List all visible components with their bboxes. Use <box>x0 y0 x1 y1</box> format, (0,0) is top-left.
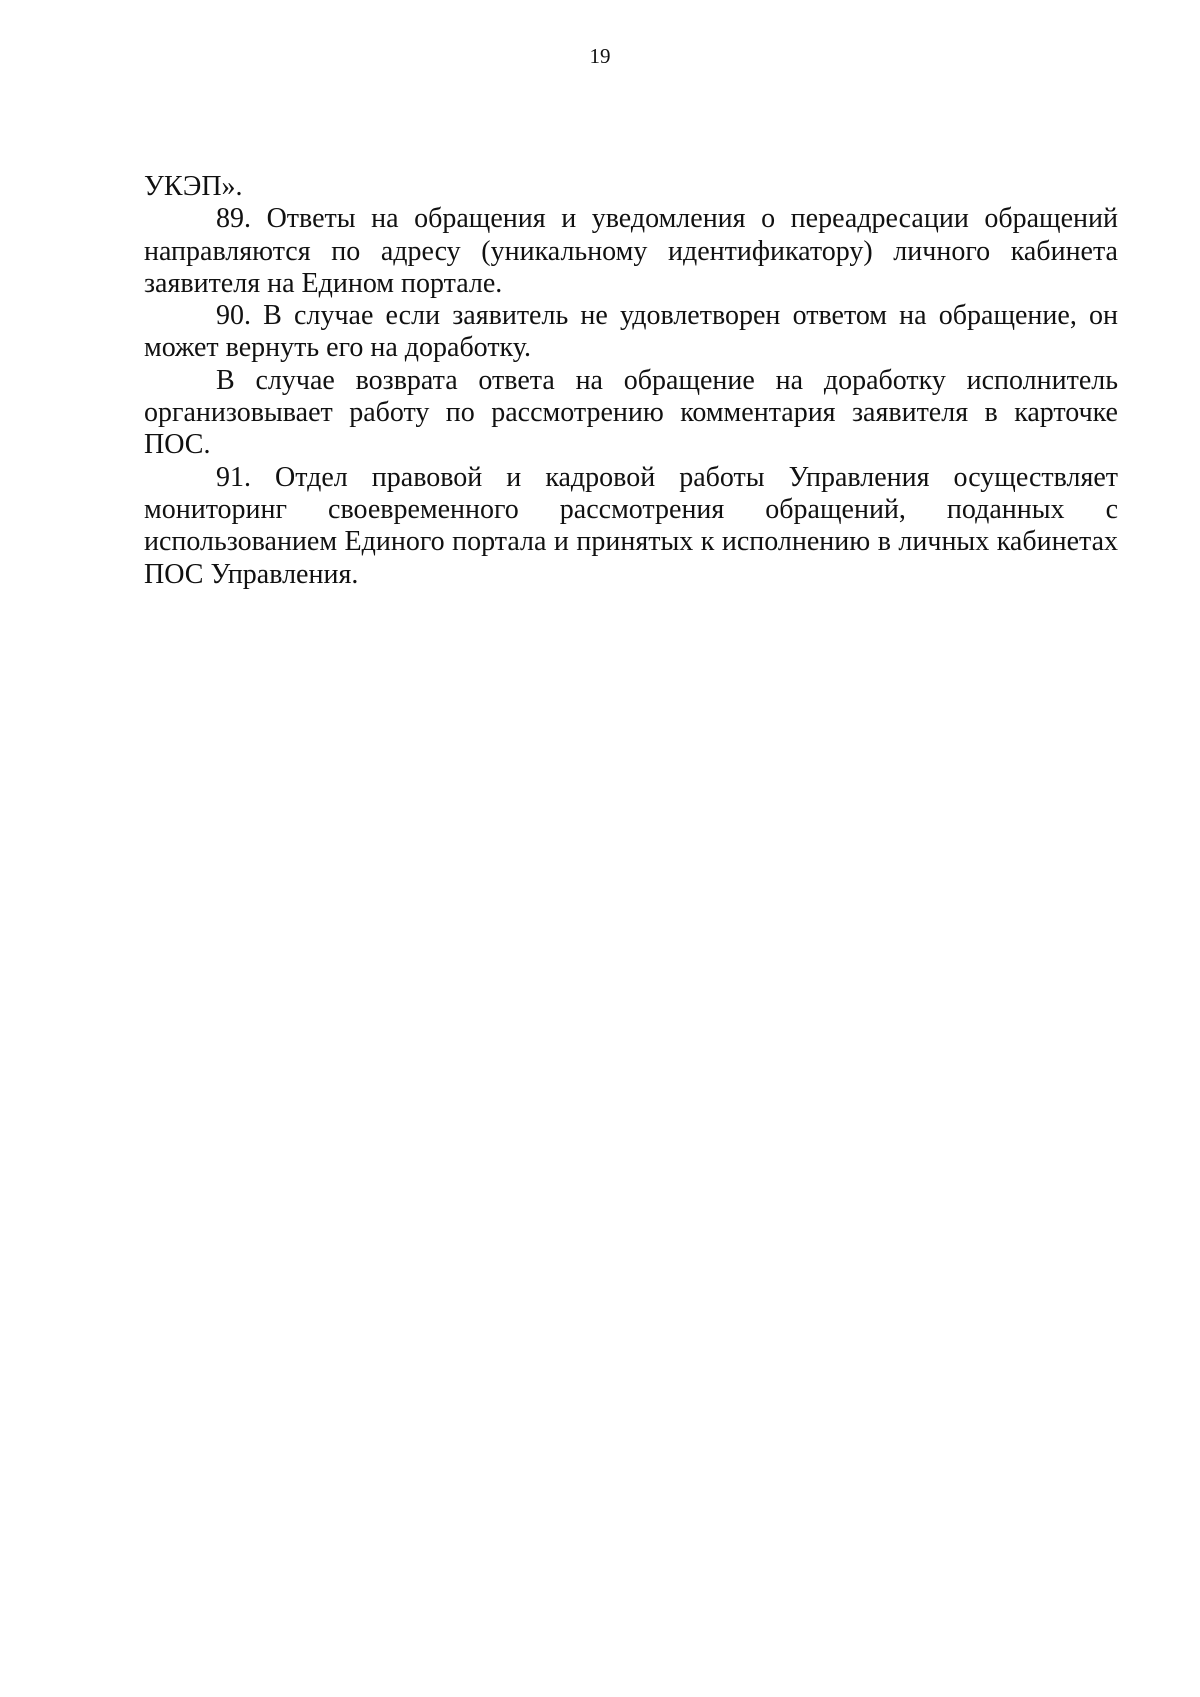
paragraph-90-return: В случае возврата ответа на обращение на доработку исполнитель организовывает работу по рассмотрению комментария заявителя в карточке ПОС. <box>144 364 1118 461</box>
document-body <box>144 171 1118 591</box>
page-number: 19 <box>589 44 611 68</box>
paragraph-91: 91. Отдел правовой и кадровой работы Управления осуществляет мониторинг своевременного рассмотрения обращений, поданных с использованием Единого портала и принятых к исполнению в личных кабинетах ПОС Управления. <box>144 461 1118 590</box>
paragraph-continuation: УКЭП». <box>144 171 243 202</box>
paragraph-90: 90. В случае если заявитель не удовлетворен ответом на обращение, он может вернуть его на доработку. <box>144 300 1118 364</box>
paragraph-89: 89. Ответы на обращения и уведомления о переадресации обращений направляются по адресу (уникальному идентификатору) личного кабинета заявителя на Едином портале. <box>144 203 1118 299</box>
